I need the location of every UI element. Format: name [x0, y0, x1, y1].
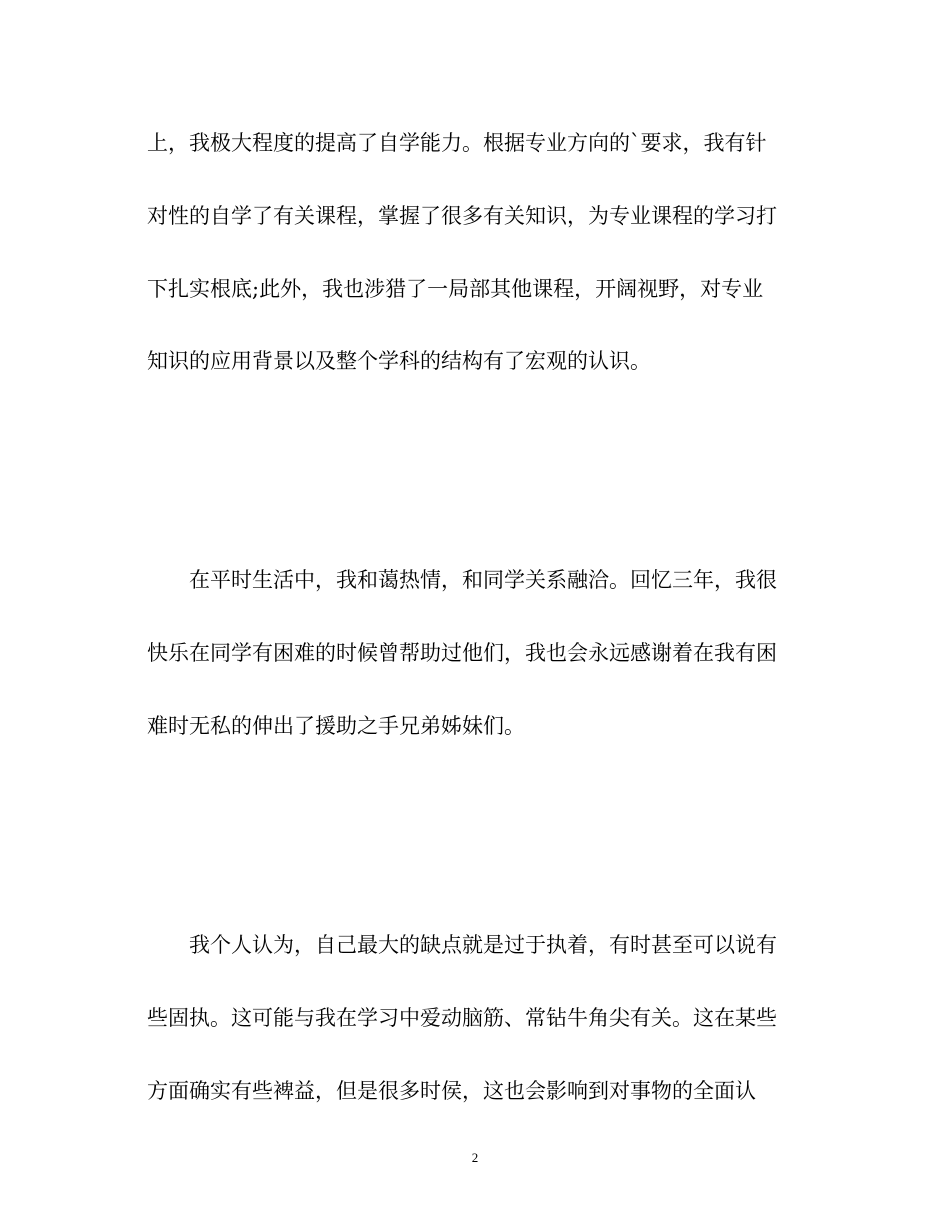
text-line: 上，我极大程度的提高了自学能力。根据专业方向的`要求，我有针 — [147, 131, 767, 155]
text-line: 下扎实根底;此外，我也涉猎了一局部其他课程，开阔视野，对专业 — [147, 277, 764, 301]
text-line: 我个人认为，自己最大的缺点就是过于执着，有时甚至可以说有 — [189, 933, 777, 957]
text-line: 对性的自学了有关课程，掌握了很多有关知识，为专业课程的学习打 — [147, 204, 777, 228]
page-number: 2 — [471, 1150, 479, 1165]
text-line: 在平时生活中，我和蔼热情，和同学关系融洽。回忆三年，我很 — [189, 568, 777, 592]
text-line: 快乐在同学有困难的时候曾帮助过他们，我也会永远感谢着在我有困 — [147, 641, 777, 665]
text-line: 方面确实有些裨益，但是很多时侯，这也会影响到对事物的全面认 — [147, 1079, 756, 1103]
text-line: 难时无私的伸出了援助之手兄弟姊妹们。 — [147, 714, 525, 738]
text-line: 知识的应用背景以及整个学科的结构有了宏观的认识。 — [147, 349, 651, 373]
text-line: 些固执。这可能与我在学习中爱动脑筋、常钻牛角尖有关。这在某些 — [147, 1006, 777, 1030]
